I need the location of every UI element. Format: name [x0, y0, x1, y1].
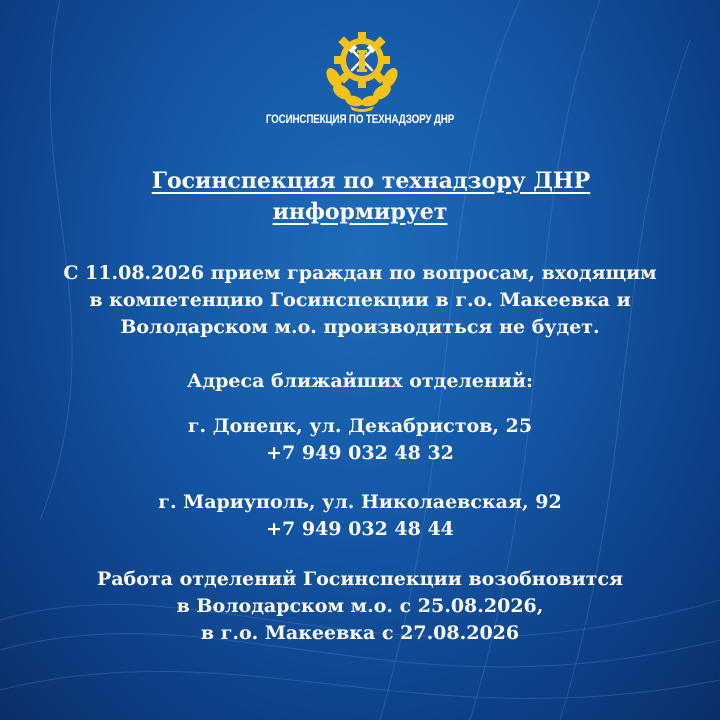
- resume-line: в г.о. Макеевка с 27.08.2026: [200, 622, 520, 644]
- notice-line: С 11.08.2026 прием граждан по вопросам, входящим: [63, 262, 657, 284]
- notice-line: в компетенцию Госинспекции в г.о. Макеевка и: [89, 289, 631, 311]
- page-title-line-2: информирует: [272, 199, 448, 225]
- office-address: г. Донецк, ул. Декабристов, 25: [187, 415, 533, 437]
- page-title: [0, 166, 720, 228]
- notice-line: Володарском м.о. производиться не будет.: [120, 316, 600, 338]
- office-phone: +7 949 032 48 32: [266, 442, 454, 464]
- resume-paragraph: [0, 566, 720, 647]
- page-title-line-1: Госинспекция по технадзору ДНР: [151, 168, 591, 194]
- notice-paragraph: [0, 260, 720, 341]
- office-donetsk: [0, 413, 720, 467]
- office-mariupol: [0, 489, 720, 543]
- office-address: г. Мариуполь, ул. Николаевская, 92: [158, 491, 562, 513]
- resume-line: Работа отделений Госинспекции возобновится: [96, 568, 624, 590]
- resume-line: в Володарском м.о. с 25.08.2026,: [176, 595, 544, 617]
- gear-hammer-wreath-emblem-icon: [320, 26, 404, 112]
- offices-heading: Адреса ближайших отделений:: [187, 370, 533, 392]
- office-phone: +7 949 032 48 44: [266, 518, 454, 540]
- org-name: ГОСИНСПЕКЦИЯ ПО ТЕХНАДЗОРУ ДНР: [265, 112, 455, 126]
